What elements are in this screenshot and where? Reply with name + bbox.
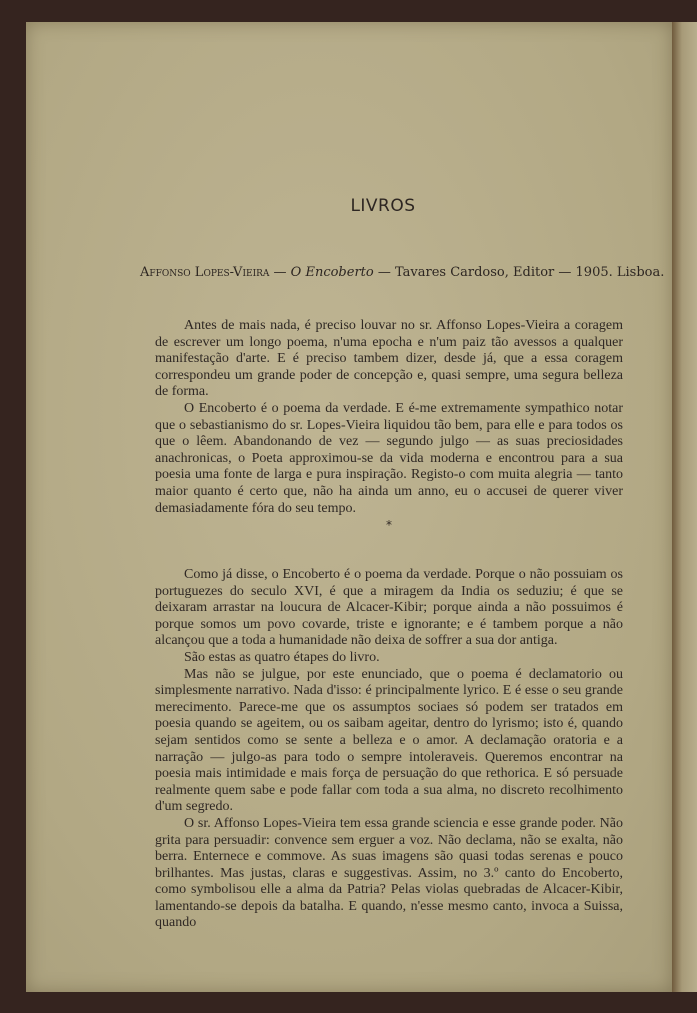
section-divider: * xyxy=(386,518,392,532)
citation-dash: — xyxy=(269,265,291,280)
review-part-two xyxy=(155,567,623,932)
paragraph: O sr. Affonso Lopes-Vieira tem essa grande sciencia e esse grande poder. Não grita para persuadir: convence sem erguer a voz. Não declama, não se exalta, não berra. Enternece e commove. As suas imagens são quasi todas serenas e pouco brilhantes. Mas justas, claras e suggestivas. Assim, no 3.º canto do Encoberto, como symbolisou elle a alma da Patria? Pelas violas quebradas de Alcacer-Kibir, lamentando-se depois da batalha. E quando, n'esse mesmo canto, invoca a Suissa, quando xyxy=(155,815,623,931)
paragraph: São estas as quatro étapes do livro. xyxy=(184,649,380,665)
section-heading: LIVROS xyxy=(350,196,416,216)
book-citation xyxy=(140,265,664,280)
citation-publisher: — Tavares Cardoso, Editor — 1905. Lisboa. xyxy=(373,265,665,280)
citation-author: Affonso Lopes-Vieira xyxy=(140,265,270,280)
paragraph: Mas não se julgue, por este enunciado, que o poema é declamatorio ou simplesmente narrativo. Nada d'isso: é principalmente lyrico. E é esse o seu grande merecimento. Parece-me que os assumptos sociaes só podem ser tratados em poesia quando se ageitem, ou os saibam ageitar, dentro do lyrismo; isto é, quando sejam sentidos como se sente a belleza e o amor. A declamação oratoria e a narração — julgo-as para todo o sempre intoleraveis. Queremos encontrar na poesia mais intimidade e mais força de persuação do que rethorica. E só persuade realmente quem sabe e pode fallar com toda a sua alma, no discreto recolhimento d'um segredo. xyxy=(155,666,623,815)
page-gutter xyxy=(672,22,697,992)
citation-title: O Encoberto xyxy=(290,265,374,280)
paragraph: Antes de mais nada, é preciso louvar no sr. Affonso Lopes-Vieira a coragem de escrever um longo poema, n'uma epocha e n'um paiz tão avessos a qualquer manifestação d'arte. E é preciso tambem dizer, desde já, que a essa coragem correspondeu um grande poder de concepção e, quasi sempre, uma segura belleza de forma. xyxy=(155,318,623,400)
review-part-one xyxy=(155,318,623,517)
paragraph: Como já disse, o Encoberto é o poema da verdade. Porque o não possuiam os portuguezes do seculo XVI, é que a miragem da India os seduziu; é que se deixaram arrastar na loucura de Alcacer-Kibir; porque ainda a não possuimos é porque somos um povo covarde, triste e ignorante; e é tambem porque a não alcançou que a toda a humanidade não deixa de soffrer a sua dor antiga. xyxy=(155,567,623,649)
paragraph: O Encoberto é o poema da verdade. E é-me extremamente sympathico notar que o sebastianismo do sr. Lopes-Vieira liquidou tão bem, para elle e para todos os que o lêem. Abandonando de vez — segundo julgo — as suas preciosidades anachronicas, o Poeta approximou-se da vida moderna e encontrou para a sua poesia uma fonte de larga e pura inspiração. Registo-o com muita alegria — tanto maior quanto é certo que, não ha ainda um anno, eu o accusei de querer viver demasiadamente fóra do seu tempo. xyxy=(155,400,623,516)
